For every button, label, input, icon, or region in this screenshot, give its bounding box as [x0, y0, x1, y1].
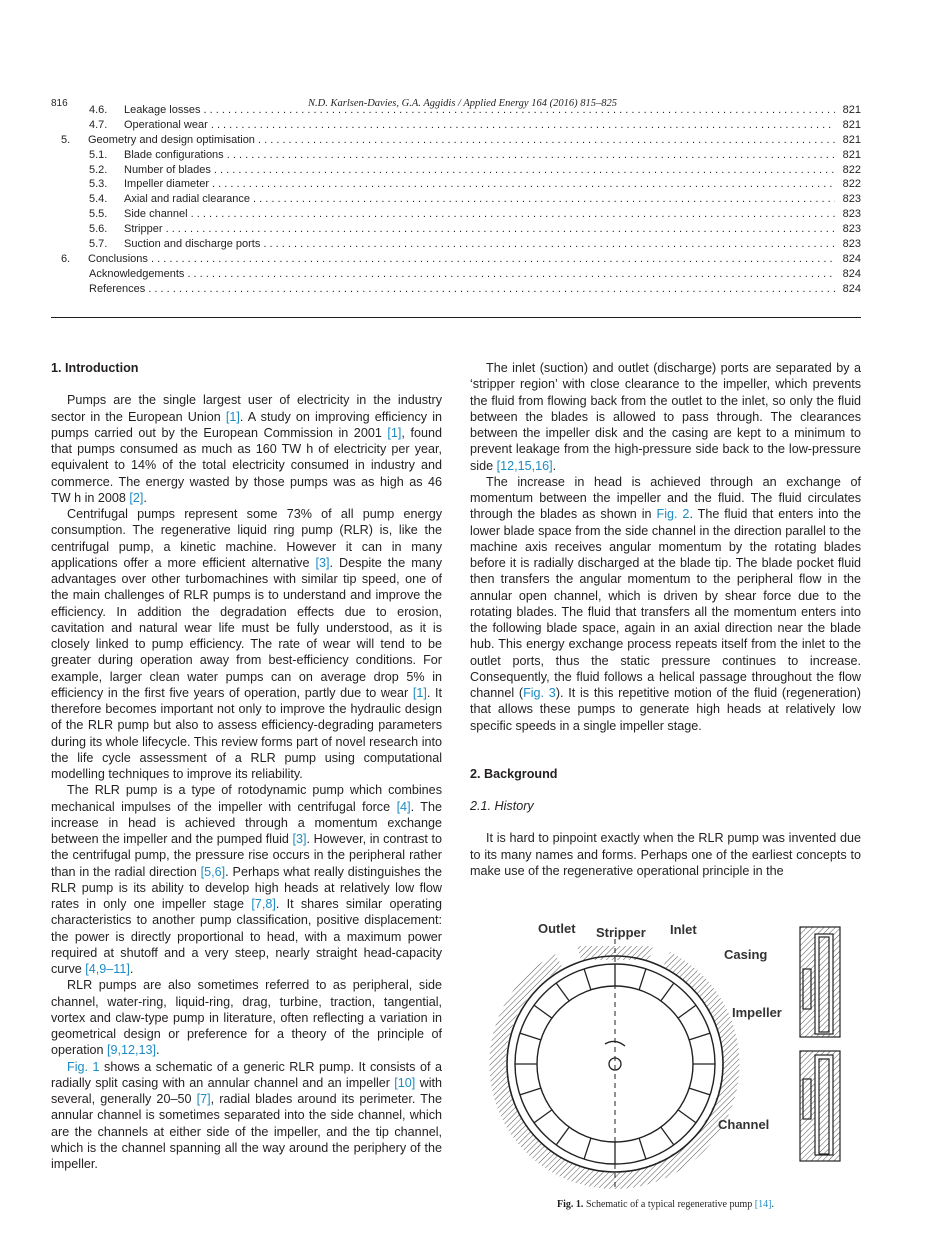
caption-text: Schematic of a typical regenerative pump — [583, 1199, 755, 1211]
toc-page-number: 823 — [842, 238, 861, 251]
paragraph — [51, 1059, 442, 1173]
toc-entry[interactable] — [51, 267, 861, 282]
toc-page-number: 823 — [842, 193, 861, 206]
toc-entry[interactable] — [51, 163, 861, 178]
citation-link[interactable]: Fig. 3 — [523, 686, 556, 700]
citation-link[interactable]: Fig. 2 — [656, 507, 690, 522]
impeller-blade — [689, 1088, 710, 1095]
citation-link[interactable]: [3] — [292, 832, 307, 846]
toc-entry[interactable] — [51, 222, 861, 237]
toc-title: Conclusions . . . — [88, 252, 835, 267]
paragraph — [51, 977, 442, 1058]
left-column — [51, 360, 442, 1172]
citation-link[interactable]: [12,15,16] — [496, 458, 553, 473]
toc-entry[interactable] — [51, 282, 861, 297]
text-run: . However, in contrast to the centrifugal pump, the pressure rise occurs in the peripheral rather than in the radial direction — [51, 832, 443, 879]
toc-page-number: 824 — [842, 282, 861, 295]
toc-entry[interactable] — [51, 177, 861, 192]
running-title: N.D. Karlsen-Davies, G.A. Aggidis / Applied Energy 164 (2016) 815–825 — [308, 98, 617, 109]
caption-end: . — [771, 1199, 774, 1211]
text-run: , found that pumps consumed as much as 160 TW h of electricity per year, equivalent to 14% of the total electricity consumed in industry and commerce. The energy wasted by those pumps was as high as 46 TW h in 2008 — [51, 425, 442, 505]
citation-link[interactable]: [5,6] — [200, 864, 226, 879]
toc-number: 4.6. — [89, 104, 108, 116]
toc-entry[interactable] — [51, 118, 861, 133]
toc-title: Side channel . . . — [124, 207, 835, 222]
subsection-heading-history: 2.1. History — [470, 799, 534, 813]
toc-number: 6. — [61, 252, 71, 265]
impeller-blade — [639, 969, 646, 990]
text-run: , radial blades around its perimeter. The annular channel is sometimes separated into the side channel, which are the channels at either side of the impeller, and the tip channel, which is the channel spanning all the way around the periphery of the impeller. — [51, 1092, 442, 1171]
divider — [51, 317, 861, 318]
citation-link[interactable]: [9,12,13] — [107, 1043, 157, 1058]
paragraph — [470, 360, 861, 474]
figure-1 — [470, 919, 861, 1214]
citation-link[interactable]: [14] — [754, 1199, 772, 1211]
text-run: . A study on improving efficiency in pumps carried out by the European Commission in 2001 — [51, 409, 442, 440]
toc-title: Acknowledgements . . . — [89, 267, 835, 282]
toc-page-number: 821 — [842, 104, 861, 116]
label-outlet: Outlet — [538, 921, 576, 936]
toc-page-number: 821 — [842, 148, 861, 161]
text-run: The inlet (suction) and outlet (discharge) ports are separated by a ‘stripper region’ with close clearance to the impeller, which prevents the fluid from flowing back from the outlet to the inlet, so only the fluid between the blades is allowed to pass through. The clearances between the impeller disk and the casing are kept to a minimum to prevent leakage from the high-pressure side back to the low-pressure side — [470, 361, 861, 473]
impeller-blade — [639, 1138, 646, 1159]
citation-link[interactable]: [3] — [315, 555, 330, 570]
toc-number: 5.3. — [89, 178, 108, 191]
impeller-blade — [534, 1005, 552, 1018]
label-casing: Casing — [724, 947, 768, 962]
toc-entry[interactable] — [51, 192, 861, 207]
text-run: with several, generally 20–50 — [51, 1075, 443, 1106]
label-impeller: Impeller — [732, 1005, 782, 1020]
impeller-blade — [556, 1127, 569, 1145]
citation-link[interactable]: Fig. 1 — [67, 1059, 100, 1074]
table-of-contents — [51, 103, 861, 297]
toc-entry[interactable] — [51, 148, 861, 163]
toc-title: Blade configurations . . . — [124, 148, 835, 163]
toc-page-number: 824 — [842, 252, 861, 265]
text-run: shows a schematic of a generic RLR pump. It consists of a radially split casing with an annular channel and an impeller — [51, 1059, 442, 1090]
page-number: 816 — [51, 98, 68, 109]
impeller-blade — [584, 1138, 591, 1159]
toc-title: Number of blades . . . — [124, 163, 835, 178]
citation-link[interactable]: [4,9–11] — [85, 962, 130, 976]
toc-number: 4.7. — [89, 118, 108, 131]
impeller-blade — [534, 1110, 552, 1123]
impeller-blade — [556, 983, 569, 1001]
toc-title: References . . . — [89, 282, 835, 297]
text-run: ). It is this repetitive motion of the fluid (regeneration) that allows these pumps to generate high heads at relatively low specific speeds in a single impeller stage. — [470, 686, 862, 733]
paragraph — [51, 392, 442, 506]
toc-page-number: 822 — [842, 178, 861, 191]
citation-link[interactable]: [7] — [196, 1092, 211, 1106]
casing-hatch — [489, 939, 739, 1189]
text-run: RLR pumps are also sometimes referred to as peripheral, side channel, water-ring, liquid-ring, drag, turbine, traction, tangential, vortex and claw-type pump in literature, often reflecting a variation in geometrical design or preference for a theory of the principle of operation — [51, 978, 442, 1058]
toc-title: Impeller diameter . . . — [124, 177, 835, 192]
text-run: . The fluid that enters into the lower blade space from the side channel in the direction parallel to the machine axis receives angular momentum by the rotating blades before it is radially discharged at the blade tip. The blade pocket fluid then transfers the angular momentum to the peripheral flow in the annular open channel, which is driven by shear force due to the rotating blades. The fluid that transfers all the momentum enters into the following blade space, again in an axial direction near the blade hub. This energy exchange process repeats itself from the inlet to the outlet ports, thus the static pressure continues to increase. Consequently, the fluid follows a helical passage throughout the flow channel ( — [470, 507, 862, 700]
text-run: . Perhaps what really distinguishes the RLR pump is its ability to develop high heads at relatively low flow rates in only one impeller stage — [51, 864, 442, 911]
citation-link[interactable]: [7,8] — [251, 897, 276, 911]
toc-page-number: 823 — [842, 223, 861, 236]
toc-title: Stripper . . . — [124, 222, 835, 237]
toc-title: Operational wear . . . — [124, 118, 835, 133]
toc-title: Suction and discharge ports . . . — [124, 237, 835, 252]
toc-entry[interactable] — [51, 133, 861, 148]
citation-link[interactable]: [10] — [394, 1075, 416, 1090]
impeller-blade — [520, 1088, 541, 1095]
citation-link[interactable]: [1] — [412, 685, 427, 700]
citation-link[interactable]: [2] — [129, 490, 144, 505]
toc-title: Axial and radial clearance . . . — [124, 192, 835, 207]
text-run: Pumps are the single largest user of electricity in the industry sector in the European Union — [51, 393, 442, 424]
text-run: . — [552, 458, 557, 473]
toc-number: 5.6. — [89, 223, 108, 236]
figure-caption — [470, 1197, 861, 1213]
text-run: . — [143, 490, 147, 505]
toc-entry[interactable] — [51, 207, 861, 222]
toc-title: Leakage losses . . . — [124, 103, 835, 118]
paragraph — [470, 830, 861, 879]
toc-page-number: 823 — [842, 208, 861, 221]
toc-number: 5.5. — [89, 208, 108, 221]
caption-label: Fig. 1. — [557, 1199, 584, 1211]
impeller-blade — [584, 969, 591, 990]
impeller-blade — [678, 1005, 696, 1018]
toc-number: 5.4. — [89, 193, 108, 206]
impeller-blade — [689, 1033, 710, 1040]
text-run: . — [156, 1043, 160, 1058]
text-run: . Despite the many advantages over other turbomachines with similar tip speed, one of the main challenges of RLR pumps is to understand and improve the efficiency. In addition the degradation effects due to erosion, cavitation and natural wear life must be fully understood, as it is closely linked to pump efficiency. The rate of wear will tend to be greater during operation away from best-efficiency conditions. For example, larger clean water pumps can on average drop 5% in efficiency in the first five years of operation, partly due to wear — [51, 555, 443, 700]
text-run: It is hard to pinpoint exactly when the RLR pump was invented due to its many names and forms. Perhaps one of the earliest concepts to make use of the regenerative operational principle in the — [470, 831, 861, 878]
toc-entry[interactable] — [51, 237, 861, 252]
regenerative-pump-schematic — [470, 919, 861, 1189]
intro-paragraphs — [51, 392, 442, 1172]
citation-link[interactable]: [1] — [387, 425, 402, 440]
label-stripper: Stripper — [596, 925, 646, 940]
right-column — [470, 360, 861, 1214]
text-run: The increase in head is achieved through an exchange of momentum between the impeller and the fluid. The fluid circulates through the blades as shown in — [470, 474, 861, 522]
toc-entry[interactable] — [51, 103, 861, 118]
toc-page-number: 821 — [842, 118, 861, 131]
side-section-view — [800, 927, 840, 1161]
paragraph — [51, 782, 442, 977]
toc-entry[interactable] — [51, 252, 861, 267]
toc-number: 5.7. — [89, 238, 108, 251]
right-paragraphs — [470, 360, 861, 734]
citation-link[interactable]: [4] — [396, 799, 411, 814]
text-run: Centrifugal pumps represent some 73% of all pump energy consumption. The regenerative liquid ring pump (RLR) is, like the centrifugal pump, a kinetic machine. However it can in many applications offer a more efficient alternative — [51, 507, 442, 570]
toc-title: Geometry and design optimisation . . . — [88, 133, 835, 148]
text-run: . It therefore becomes important not only to improve the hydraulic design of the RLR pump but also to assess efficiency-degrading parameters during its whole lifecycle. This review forms part of novel research into the life cycle assessment of a RLR pump using computational modelling techniques to improve its reliability. — [51, 685, 442, 781]
text-run: The RLR pump is a type of rotodynamic pump which combines mechanical impulses of the impeller with centrifugal force — [51, 783, 442, 814]
label-inlet: Inlet — [670, 922, 697, 937]
toc-number: 5.1. — [89, 148, 108, 161]
text-run: . It shares similar operating characteristics to another pump classification, positive displacement: the power is directly proportional to head, with a maximum power required at shutoff and a very steep, nearly straight head-capacity curve — [51, 897, 443, 976]
impeller-blade — [520, 1033, 541, 1040]
toc-page-number: 824 — [842, 267, 861, 280]
toc-number: 5. — [61, 133, 71, 146]
citation-link[interactable]: [1] — [225, 409, 240, 424]
text-run: . The increase in head is achieved through a momentum exchange between the impeller and the pumped fluid — [51, 799, 442, 846]
text-run: . — [129, 962, 134, 976]
label-channel: Channel — [718, 1117, 770, 1132]
impeller-blade — [661, 1127, 674, 1145]
paragraph — [51, 506, 442, 782]
toc-page-number: 821 — [842, 133, 861, 146]
toc-page-number: 822 — [842, 163, 861, 176]
toc-number: 5.2. — [89, 163, 108, 176]
paragraph — [470, 474, 861, 734]
section-heading-introduction: 1. Introduction — [51, 361, 139, 375]
impeller-blade — [661, 983, 674, 1001]
section-heading-background: 2. Background — [470, 766, 558, 781]
impeller-blade — [678, 1110, 696, 1123]
history-paragraphs — [470, 830, 861, 879]
